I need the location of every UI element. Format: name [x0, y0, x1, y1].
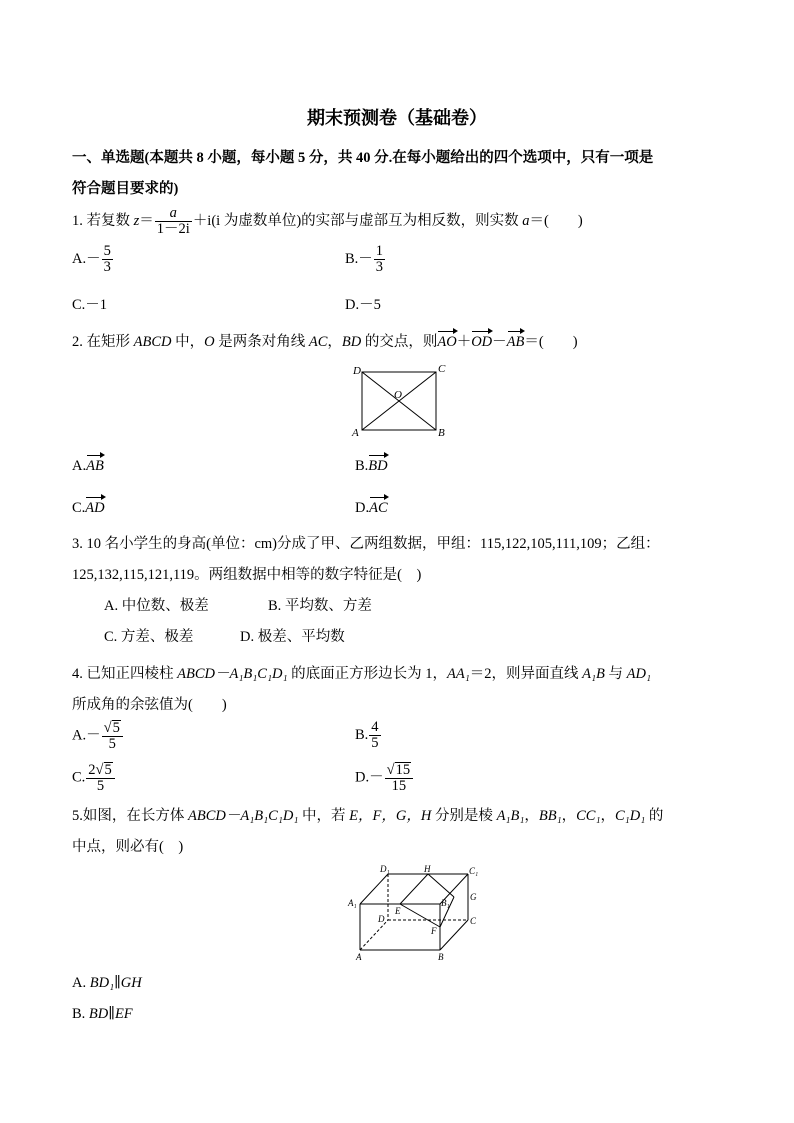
svg-text:H: H	[424, 864, 431, 874]
svg-text:A: A	[356, 952, 362, 962]
question-2: 2. 在矩形 ABCD 中，O 是两条对角线 AC，BD 的交点，则AO＋OD－AB＝( )	[72, 334, 578, 350]
question-1: 1. 若复数 z＝ $\frac{a}{1-2i}$ ＋i(i 为虚数单位)的实部与虚部互为相反数，则实数 a＝( )	[72, 205, 583, 238]
page-title: 期末预测卷（基础卷）	[307, 108, 487, 128]
question-4-line2: 所成角的余弦值为( )	[72, 697, 227, 713]
section-heading-line1: 一、单选题(本题共 8 小题，每小题 5 分，共 40 分.在每小题给出的四个选项中，只有一项是	[72, 150, 654, 166]
label-O: O	[394, 389, 402, 401]
q1-option-c[interactable]: C.－1	[72, 297, 108, 313]
q3-option-c[interactable]: C. 方差、极差	[104, 629, 194, 645]
q5-option-b[interactable]: B. BD∥EF	[72, 1006, 133, 1022]
q4-option-a[interactable]: A.－ $\frac{√5}{5}$	[72, 720, 124, 752]
svg-text:C₁: C₁	[469, 866, 479, 876]
q2-option-a[interactable]: A.AB	[72, 458, 104, 474]
vector-OD: OD	[471, 334, 493, 350]
vector-AB: AB	[506, 334, 525, 350]
svg-text:B₁: B₁	[441, 898, 450, 908]
q4-option-c[interactable]: C. $\frac{2√5}{5}$	[72, 762, 116, 794]
svg-text:G: G	[470, 892, 477, 902]
cuboid-diagram	[340, 862, 490, 962]
question-4: 4. 已知正四棱柱 ABCD－A₁B₁C₁D₁ 的底面正方形边长为 1，AA₁＝2，则异面直线 A₁B 与 AD₁	[72, 666, 652, 682]
q1-option-d[interactable]: D.－5	[345, 297, 381, 313]
q2-option-d[interactable]: D.AC	[355, 500, 388, 516]
label-D: D	[353, 365, 361, 377]
q1-number: 1.	[72, 213, 83, 230]
svg-text:C: C	[470, 916, 477, 926]
svg-text:B: B	[438, 952, 444, 962]
label-B: B	[438, 427, 445, 439]
q4-option-b[interactable]: B. $\frac{4}{5}$	[355, 719, 379, 752]
question-5-line2: 中点，则必有( )	[72, 839, 184, 855]
q1-option-b[interactable]: B.－ $\frac{1}{3}$	[345, 243, 384, 276]
question-3-line1: 3. 10 名小学生的身高(单位：cm)分成了甲、乙两组数据，甲组：115,122,105,111,109；乙组：	[72, 536, 660, 552]
svg-text:A₁: A₁	[348, 898, 357, 908]
vector-AO: AO	[437, 334, 457, 350]
q4-option-d[interactable]: D.－ $\frac{√15}{15}$	[355, 762, 414, 794]
question-5: 5.如图，在长方体 ABCD－A₁B₁C₁D₁ 中，若 E，F，G，H 分别是棱 A₁B₁，BB₁，CC₁，C₁D₁ 的	[72, 808, 664, 824]
q2-option-c[interactable]: C.AD	[72, 500, 105, 516]
svg-text:F: F	[431, 926, 437, 936]
q5-option-a[interactable]: A. BD₁∥GH	[72, 975, 142, 991]
q1-fraction: $\frac{a}{1-2i}$	[156, 205, 190, 238]
q3-option-d[interactable]: D. 极差、平均数	[240, 629, 345, 645]
q3-option-a[interactable]: A. 中位数、极差	[104, 598, 209, 614]
q2-option-b[interactable]: B.BD	[355, 458, 388, 474]
section-heading-line2: 符合题目要求的)	[72, 181, 179, 197]
svg-text:D₁: D₁	[380, 864, 390, 874]
svg-text:E: E	[395, 906, 401, 916]
q3-option-b[interactable]: B. 平均数、方差	[268, 598, 372, 614]
rectangle-diagram	[350, 362, 450, 442]
question-3-line2: 125,132,115,121,119。两组数据中相等的数字特征是( )	[72, 567, 422, 583]
q1-option-a[interactable]: A.－ $\frac{5}{3}$	[72, 243, 111, 276]
label-C: C	[438, 363, 446, 375]
svg-text:D: D	[378, 914, 385, 924]
label-A: A	[352, 427, 359, 439]
